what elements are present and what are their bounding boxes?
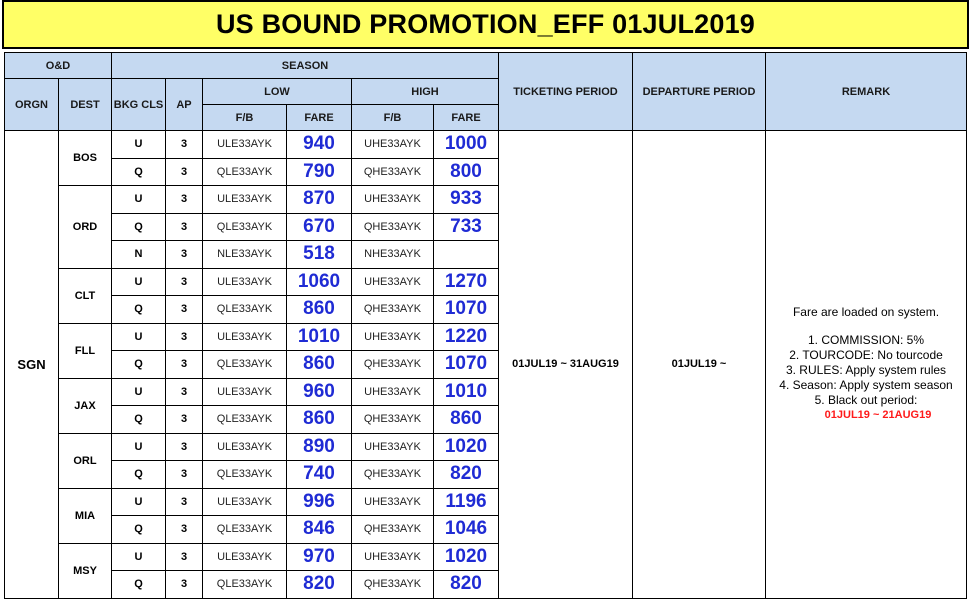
remark-intro: Fare are loaded on system. [792,305,940,320]
ticketing-period-cell: 01JUL19 ~ 31AUG19 [499,131,633,599]
high-fare-cell: 1220 [434,323,499,351]
high-fb-cell: UHE33AYK [352,543,434,571]
low-fare-cell: 860 [287,406,352,434]
high-fare-cell: 1196 [434,488,499,516]
low-fb-cell: QLE33AYK [203,213,287,241]
low-fb-cell: ULE33AYK [203,268,287,296]
dest-cell: MIA [59,488,112,543]
high-fb-cell: QHE33AYK [352,158,434,186]
header-orgn: ORGN [5,79,59,131]
low-fare-cell: 890 [287,433,352,461]
high-fare-cell: 1010 [434,378,499,406]
low-fb-cell: QLE33AYK [203,406,287,434]
ap-cell: 3 [166,406,203,434]
low-fare-cell: 860 [287,296,352,324]
ap-cell: 3 [166,158,203,186]
bkg-cls-cell: N [112,241,166,269]
low-fare-cell: 870 [287,186,352,214]
bkg-cls-cell: U [112,488,166,516]
low-fare-cell: 820 [287,571,352,599]
origin-cell: SGN [5,131,59,599]
low-fb-cell: ULE33AYK [203,543,287,571]
remark-item: 2. TOURCODE: No tourcode [789,348,943,363]
header-low-fb: F/B [203,105,287,131]
low-fb-cell: ULE33AYK [203,378,287,406]
ap-cell: 3 [166,131,203,159]
bkg-cls-cell: Q [112,351,166,379]
high-fare-cell: 1070 [434,351,499,379]
low-fare-cell: 518 [287,241,352,269]
high-fb-cell: QHE33AYK [352,296,434,324]
header-ap: AP [166,79,203,131]
low-fare-cell: 970 [287,543,352,571]
low-fare-cell: 670 [287,213,352,241]
dest-cell: JAX [59,378,112,433]
high-fare-cell: 820 [434,571,499,599]
ap-cell: 3 [166,351,203,379]
ap-cell: 3 [166,186,203,214]
bkg-cls-cell: U [112,323,166,351]
remark-cell [766,131,967,599]
high-fare-cell [434,241,499,269]
low-fare-cell: 940 [287,131,352,159]
ap-cell: 3 [166,241,203,269]
bkg-cls-cell: U [112,131,166,159]
header-ticketing-period: TICKETING PERIOD [499,53,633,131]
ap-cell: 3 [166,213,203,241]
dest-cell: MSY [59,543,112,598]
blackout-period: 01JUL19 ~ 21AUG19 [824,409,932,422]
dest-cell: BOS [59,131,112,186]
low-fare-cell: 846 [287,516,352,544]
dest-cell: ORL [59,433,112,488]
low-fb-cell: QLE33AYK [203,571,287,599]
header-remark: REMARK [766,53,967,131]
ap-cell: 3 [166,323,203,351]
bkg-cls-cell: U [112,268,166,296]
high-fare-cell: 820 [434,461,499,489]
high-fb-cell: UHE33AYK [352,433,434,461]
bkg-cls-cell: U [112,543,166,571]
high-fb-cell: QHE33AYK [352,461,434,489]
high-fare-cell: 860 [434,406,499,434]
remark-item: 4. Season: Apply system season [779,378,953,393]
low-fb-cell: QLE33AYK [203,158,287,186]
bkg-cls-cell: U [112,378,166,406]
bkg-cls-cell: U [112,433,166,461]
ap-cell: 3 [166,543,203,571]
high-fare-cell: 800 [434,158,499,186]
header-bkg-cls: BKG CLS [112,79,166,131]
departure-period-cell: 01JUL19 ~ [633,131,766,599]
ap-cell: 3 [166,461,203,489]
remark-item: 3. RULES: Apply system rules [785,363,947,378]
high-fare-cell: 1020 [434,543,499,571]
high-fb-cell: UHE33AYK [352,268,434,296]
low-fb-cell: QLE33AYK [203,351,287,379]
header-high-fare: FARE [434,105,499,131]
remark-item: 1. COMMISSION: 5% [807,333,925,348]
bkg-cls-cell: Q [112,461,166,489]
header-od: O&D [5,53,112,79]
ap-cell: 3 [166,488,203,516]
low-fare-cell: 740 [287,461,352,489]
low-fare-cell: 996 [287,488,352,516]
high-fare-cell: 1070 [434,296,499,324]
bkg-cls-cell: Q [112,571,166,599]
high-fb-cell: UHE33AYK [352,378,434,406]
dest-cell: ORD [59,186,112,269]
bkg-cls-cell: Q [112,516,166,544]
bkg-cls-cell: Q [112,296,166,324]
ap-cell: 3 [166,296,203,324]
header-low-fare: FARE [287,105,352,131]
header-high-fb: F/B [352,105,434,131]
header-high: HIGH [352,79,499,105]
high-fb-cell: QHE33AYK [352,213,434,241]
high-fb-cell: QHE33AYK [352,516,434,544]
low-fb-cell: ULE33AYK [203,186,287,214]
low-fb-cell: QLE33AYK [203,461,287,489]
table-row [5,131,967,159]
fare-table-body [5,131,967,599]
dest-cell: CLT [59,268,112,323]
high-fb-cell: QHE33AYK [352,406,434,434]
low-fb-cell: ULE33AYK [203,131,287,159]
header-departure-period: DEPARTURE PERIOD [633,53,766,131]
high-fb-cell: QHE33AYK [352,351,434,379]
high-fb-cell: NHE33AYK [352,241,434,269]
high-fare-cell: 933 [434,186,499,214]
high-fb-cell: UHE33AYK [352,186,434,214]
high-fb-cell: UHE33AYK [352,488,434,516]
dest-cell: FLL [59,323,112,378]
ap-cell: 3 [166,433,203,461]
header-low: LOW [203,79,352,105]
high-fare-cell: 1046 [434,516,499,544]
high-fb-cell: UHE33AYK [352,131,434,159]
ap-cell: 3 [166,268,203,296]
low-fb-cell: NLE33AYK [203,241,287,269]
remark-item: 5. Black out period: [814,393,918,408]
high-fare-cell: 733 [434,213,499,241]
low-fare-cell: 1060 [287,268,352,296]
high-fb-cell: UHE33AYK [352,323,434,351]
bkg-cls-cell: Q [112,158,166,186]
low-fb-cell: ULE33AYK [203,433,287,461]
low-fb-cell: ULE33AYK [203,323,287,351]
bkg-cls-cell: Q [112,406,166,434]
high-fare-cell: 1000 [434,131,499,159]
header-dest: DEST [59,79,112,131]
low-fb-cell: QLE33AYK [203,516,287,544]
high-fare-cell: 1020 [434,433,499,461]
bkg-cls-cell: Q [112,213,166,241]
low-fare-cell: 860 [287,351,352,379]
high-fare-cell: 1270 [434,268,499,296]
low-fare-cell: 790 [287,158,352,186]
low-fare-cell: 960 [287,378,352,406]
ap-cell: 3 [166,516,203,544]
low-fb-cell: QLE33AYK [203,296,287,324]
page-title: US BOUND PROMOTION_EFF 01JUL2019 [2,0,969,49]
fare-table [4,52,967,599]
low-fare-cell: 1010 [287,323,352,351]
ap-cell: 3 [166,571,203,599]
bkg-cls-cell: U [112,186,166,214]
low-fb-cell: ULE33AYK [203,488,287,516]
header-season: SEASON [112,53,499,79]
high-fb-cell: QHE33AYK [352,571,434,599]
ap-cell: 3 [166,378,203,406]
